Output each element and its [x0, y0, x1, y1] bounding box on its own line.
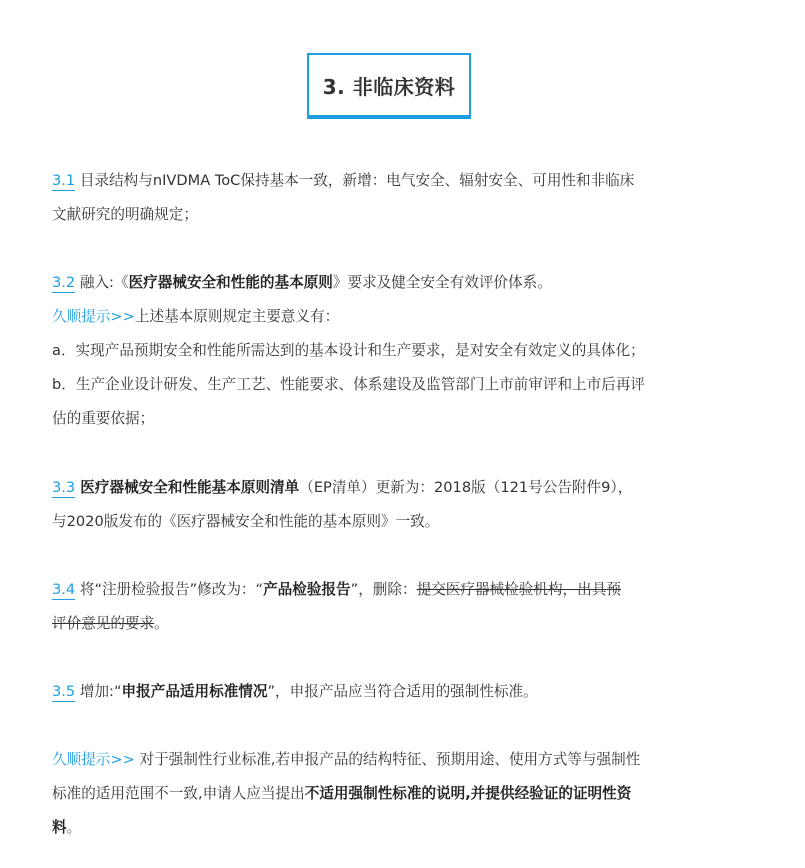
section-3-5-line [52, 682, 732, 702]
tip-2-line-3 [52, 818, 732, 838]
item-b-text: b．生产企业设计研发、生产工艺、性能要求、体系建设及监管部门上市前审评和上市后再评 [52, 376, 646, 393]
tip-2-line-1 [52, 750, 732, 770]
section-3-3-rest: （EP清单）更新为：2018版（121号公告附件9）， [299, 479, 633, 496]
section-3-2-line [52, 273, 732, 293]
tip-2-line-2 [52, 784, 732, 804]
tip-2-label: 久顺提示>> [52, 751, 135, 768]
section-3-2-post: 》要求及健全安全有效评价体系。 [332, 274, 552, 291]
item-b-line-1 [52, 375, 732, 395]
section-3-1-number: 3.1 [52, 172, 76, 189]
section-3-2-bold: 医疗器械安全和性能的基本原则 [128, 274, 333, 291]
section-3-5-post: ”，申报产品应当符合适用的强制性标准。 [267, 683, 538, 700]
section-3-5-bold: 申报产品适用标准情况 [121, 683, 268, 700]
section-3-1-text-cont: 文献研究的明确规定； [52, 206, 198, 223]
section-3-5-number: 3.5 [52, 683, 76, 700]
tip-2-text: 对于强制性行业标准,若申报产品的结构特征、预期用途、使用方式等与强制性 [134, 751, 641, 768]
tip-2-bold: 不适用强制性标准的说明,并提供经验证的证明性资 [304, 785, 632, 802]
section-3-3-number: 3.3 [52, 479, 76, 496]
tip-1-line [52, 307, 732, 327]
section-3-5-pre: 增加:“ [75, 683, 122, 700]
section-3-4-mid: ”，删除： [350, 581, 417, 598]
section-3-4-end: 。 [154, 615, 169, 632]
section-3-3-line-2 [52, 512, 732, 532]
section-3-4-number: 3.4 [52, 581, 76, 598]
section-3-4-line-1 [52, 580, 732, 600]
item-b-text-cont: 估的重要依据； [52, 410, 155, 427]
section-3-1-line-1 [52, 171, 732, 191]
section-3-4-strikethrough: 提交医疗器械检验机构，出具预 [416, 581, 621, 598]
section-3-1-text: 目录结构与nIVDMA ToC保持基本一致，新增：电气安全、辐射安全、可用性和非临床 [75, 172, 635, 189]
section-title: 3. 非临床资料 [322, 74, 456, 99]
section-3-2-number: 3.2 [52, 274, 76, 291]
section-3-3-bold: 医疗器械安全和性能基本原则清单 [75, 479, 300, 496]
section-3-2-pre: 融入:《 [75, 274, 129, 291]
item-a-text: a．实现产品预期安全和性能所需达到的基本设计和生产要求，是对安全有效定义的具体化； [52, 342, 645, 359]
section-3-3-text-cont: 与2020版发布的《医疗器械安全和性能的基本原则》一致。 [52, 513, 440, 530]
tip-1-label: 久顺提示>> [52, 308, 135, 325]
tip-1-text: 上述基本原则规定主要意义有： [134, 308, 340, 325]
section-3-4-line-2 [52, 614, 732, 634]
section-3-3-line-1 [52, 478, 732, 498]
section-3-4-bold: 产品检验报告 [263, 581, 351, 598]
tip-2-text-cont: 标准的适用范围不一致,申请人应当提出 [52, 785, 305, 802]
section-3-4-strikethrough-cont: 评价意见的要求 [52, 615, 155, 632]
tip-2-end: 。 [66, 819, 82, 836]
item-a-line [52, 341, 732, 361]
item-b-line-2 [52, 409, 732, 429]
section-3-1-line-2 [52, 205, 732, 225]
section-3-4-pre: 将“注册检验报告”修改为：“ [75, 581, 264, 598]
section-title-box [307, 53, 471, 119]
tip-2-bold-cont: 料 [52, 819, 67, 836]
